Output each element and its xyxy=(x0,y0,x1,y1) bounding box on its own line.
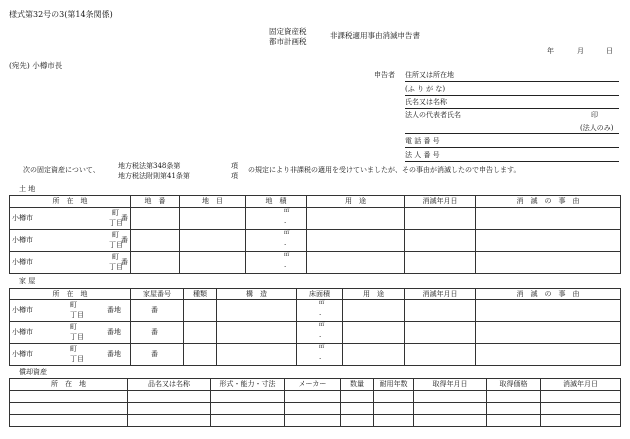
land-category-cell[interactable] xyxy=(180,230,246,252)
table-row[interactable] xyxy=(10,415,621,427)
house-table xyxy=(9,288,621,366)
dep-cell[interactable] xyxy=(414,415,487,427)
phone-label: 電 話 番 号 xyxy=(405,137,440,145)
dep-cell[interactable] xyxy=(285,403,341,415)
town-text: 町 xyxy=(112,253,119,261)
land-table xyxy=(9,195,621,274)
decimal-dot: . xyxy=(319,309,322,317)
city-text: 小樽市 xyxy=(12,258,33,266)
house-number-cell[interactable] xyxy=(131,322,184,344)
sqm-unit: ㎡ xyxy=(319,344,325,350)
dep-cell[interactable] xyxy=(487,403,541,415)
land-area-cell[interactable] xyxy=(246,230,307,252)
house-header-row xyxy=(10,289,621,300)
address-label: 住所又は所在地 xyxy=(405,71,454,79)
dep-cell[interactable] xyxy=(341,391,374,403)
dep-cell[interactable] xyxy=(541,391,621,403)
house-col-number: 家屋番号 xyxy=(131,289,184,300)
dep-cell[interactable] xyxy=(285,415,341,427)
land-col-lot: 地 番 xyxy=(131,196,180,208)
town-text: 町 xyxy=(70,345,77,353)
dep-cell[interactable] xyxy=(374,403,414,415)
house-type-cell[interactable] xyxy=(184,322,217,344)
house-date-cell[interactable] xyxy=(405,322,476,344)
land-use-cell[interactable] xyxy=(307,252,405,274)
decimal-dot: . xyxy=(319,353,322,361)
form-number: 様式第32号の3(第14条関係) xyxy=(9,10,113,19)
house-reason-cell[interactable] xyxy=(476,300,621,322)
dep-col-acq-date: 取得年月日 xyxy=(414,379,487,391)
corp-only-note: (法人のみ) xyxy=(580,124,614,132)
house-floor-area-cell[interactable] xyxy=(297,300,343,322)
dep-cell[interactable] xyxy=(487,391,541,403)
statement-prefix: 次の固定資産について、 xyxy=(23,166,100,174)
land-lot-cell[interactable] xyxy=(121,252,180,274)
house-col-location: 所 在 地 xyxy=(10,289,131,300)
dep-cell[interactable] xyxy=(211,391,285,403)
law-item-2: 項 xyxy=(231,172,238,180)
dep-cell[interactable] xyxy=(487,415,541,427)
table-row[interactable] xyxy=(10,391,621,403)
town-text: 町 xyxy=(70,323,77,331)
date-year: 年 xyxy=(547,47,554,55)
sqm-unit: ㎡ xyxy=(284,208,290,214)
dep-col-maker: メーカー xyxy=(285,379,341,391)
law-item-1: 項 xyxy=(231,162,238,170)
dep-cell[interactable] xyxy=(128,415,211,427)
house-location-cell[interactable] xyxy=(10,344,131,366)
house-structure-cell[interactable] xyxy=(217,344,297,366)
dep-cell[interactable] xyxy=(10,403,128,415)
representative-label: 法人の代表者氏名 xyxy=(405,111,461,119)
date-month: 月 xyxy=(577,47,584,55)
addressee: (宛先) 小樽市長 xyxy=(9,61,63,70)
house-type-cell[interactable] xyxy=(184,300,217,322)
ban-text: 番 xyxy=(151,306,158,314)
ban-text: 番 xyxy=(151,350,158,358)
table-row[interactable] xyxy=(10,322,621,344)
house-col-reason: 消 滅 の 事 由 xyxy=(476,289,621,300)
house-floor-area-cell[interactable] xyxy=(297,344,343,366)
land-section-title: 土 地 xyxy=(19,185,36,193)
house-number-cell[interactable] xyxy=(131,344,184,366)
house-use-cell[interactable] xyxy=(343,344,405,366)
land-header-row xyxy=(10,196,621,208)
land-category-cell[interactable] xyxy=(180,252,246,274)
banchi-text: 番地 xyxy=(107,328,121,336)
dep-cell[interactable] xyxy=(10,415,128,427)
town-text: 町 xyxy=(70,301,77,309)
dep-col-spec: 形式・能力・寸法 xyxy=(211,379,285,391)
land-location-cell[interactable] xyxy=(10,252,131,274)
dep-cell[interactable] xyxy=(374,391,414,403)
ban-text: 番 xyxy=(151,328,158,336)
house-use-cell[interactable] xyxy=(343,300,405,322)
tax-type-line2: 都市計画税 xyxy=(269,37,307,46)
dep-cell[interactable] xyxy=(128,403,211,415)
land-reason-cell[interactable] xyxy=(476,230,621,252)
dep-col-item-name: 品名又は名称 xyxy=(128,379,211,391)
banchi-text: 番地 xyxy=(107,306,121,314)
law-ref-1: 地方税法第348条第 xyxy=(118,162,181,170)
chome-text: 丁目 xyxy=(70,355,84,363)
chome-text: 丁目 xyxy=(109,263,123,271)
house-col-use: 用 途 xyxy=(343,289,405,300)
dep-cell[interactable] xyxy=(374,415,414,427)
dep-cell[interactable] xyxy=(414,403,487,415)
decimal-dot: . xyxy=(284,239,287,247)
house-number-cell[interactable] xyxy=(131,300,184,322)
land-use-cell[interactable] xyxy=(307,230,405,252)
dep-col-acq-price: 取得価格 xyxy=(487,379,541,391)
land-col-area: 地 積 xyxy=(246,196,307,208)
house-location-cell[interactable] xyxy=(10,322,131,344)
table-row[interactable] xyxy=(10,208,621,230)
name-label: 氏名又は名称 xyxy=(405,98,447,106)
ban-text: 番 xyxy=(121,214,128,222)
land-date-cell[interactable] xyxy=(405,252,476,274)
house-reason-cell[interactable] xyxy=(476,322,621,344)
city-text: 小樽市 xyxy=(12,306,33,314)
house-location-cell[interactable] xyxy=(10,300,131,322)
furigana-field[interactable] xyxy=(405,86,619,96)
land-location-cell[interactable] xyxy=(10,208,131,230)
city-text: 小樽市 xyxy=(12,328,33,336)
chome-text: 丁目 xyxy=(70,311,84,319)
dep-cell[interactable] xyxy=(541,403,621,415)
dep-cell[interactable] xyxy=(341,415,374,427)
dep-cell[interactable] xyxy=(341,403,374,415)
land-reason-cell[interactable] xyxy=(476,252,621,274)
dep-col-useful-life: 耐用年数 xyxy=(374,379,414,391)
statement-suffix: の規定により非課税の適用を受けていましたが、その事由が消滅したので申告します。 xyxy=(248,166,521,174)
ban-text: 番 xyxy=(121,236,128,244)
dep-cell[interactable] xyxy=(414,391,487,403)
house-date-cell[interactable] xyxy=(405,300,476,322)
sqm-unit: ㎡ xyxy=(319,300,325,306)
dep-cell[interactable] xyxy=(285,391,341,403)
dep-cell[interactable] xyxy=(10,391,128,403)
depreciable-header-row xyxy=(10,379,621,391)
house-col-floor-area: 床面積 xyxy=(297,289,343,300)
corp-number-field[interactable] xyxy=(405,152,619,162)
house-structure-cell[interactable] xyxy=(217,322,297,344)
house-floor-area-cell[interactable] xyxy=(297,322,343,344)
land-category-cell[interactable] xyxy=(180,208,246,230)
name-field[interactable] xyxy=(405,99,619,109)
house-col-date: 消滅年月日 xyxy=(405,289,476,300)
house-type-cell[interactable] xyxy=(184,344,217,366)
house-date-cell[interactable] xyxy=(405,344,476,366)
house-structure-cell[interactable] xyxy=(217,300,297,322)
land-reason-cell[interactable] xyxy=(476,208,621,230)
land-location-cell[interactable] xyxy=(10,230,131,252)
decimal-dot: . xyxy=(319,331,322,339)
sqm-unit: ㎡ xyxy=(319,322,325,328)
land-date-cell[interactable] xyxy=(405,230,476,252)
city-text: 小樽市 xyxy=(12,350,33,358)
land-date-cell[interactable] xyxy=(405,208,476,230)
table-row[interactable] xyxy=(10,344,621,366)
table-row[interactable] xyxy=(10,252,621,274)
city-text: 小樽市 xyxy=(12,236,33,244)
dep-cell[interactable] xyxy=(541,415,621,427)
doc-title: 非課税適用事由消滅申告書 xyxy=(330,31,420,40)
date-day: 日 xyxy=(606,47,613,55)
house-reason-cell[interactable] xyxy=(476,344,621,366)
address-field[interactable] xyxy=(405,72,619,82)
decimal-dot: . xyxy=(284,217,287,225)
law-ref-2: 地方税法附則第41条第 xyxy=(118,172,190,180)
dep-col-location: 所 在 地 xyxy=(10,379,128,391)
land-use-cell[interactable] xyxy=(307,208,405,230)
land-col-location: 所 在 地 xyxy=(10,196,131,208)
chome-text: 丁目 xyxy=(109,241,123,249)
dep-cell[interactable] xyxy=(128,391,211,403)
banchi-text: 番地 xyxy=(107,350,121,358)
sqm-unit: ㎡ xyxy=(284,252,290,258)
tax-type-line1: 固定資産税 xyxy=(269,27,307,36)
land-col-category: 地 目 xyxy=(180,196,246,208)
decimal-dot: . xyxy=(284,261,287,269)
land-col-use: 用 途 xyxy=(307,196,405,208)
chome-text: 丁目 xyxy=(70,333,84,341)
city-text: 小樽市 xyxy=(12,214,33,222)
land-lot-cell[interactable] xyxy=(121,208,180,230)
town-text: 町 xyxy=(112,209,119,217)
land-lot-cell[interactable] xyxy=(121,230,180,252)
house-section-title: 家 屋 xyxy=(19,277,36,285)
seal-mark: 印 xyxy=(591,111,598,119)
chome-text: 丁目 xyxy=(109,219,123,227)
dep-col-quantity: 数量 xyxy=(341,379,374,391)
table-row[interactable] xyxy=(10,230,621,252)
dep-col-expiry-date: 消滅年月日 xyxy=(541,379,621,391)
ban-text: 番 xyxy=(121,258,128,266)
land-area-cell[interactable] xyxy=(246,252,307,274)
land-col-reason: 消 滅 の 事 由 xyxy=(476,196,621,208)
applicant-label: 申告者 xyxy=(374,71,395,79)
table-row[interactable] xyxy=(10,403,621,415)
house-use-cell[interactable] xyxy=(343,322,405,344)
land-col-date: 消滅年月日 xyxy=(405,196,476,208)
table-row[interactable] xyxy=(10,300,621,322)
dep-cell[interactable] xyxy=(211,415,285,427)
house-col-type: 種類 xyxy=(184,289,217,300)
house-col-structure: 構 造 xyxy=(217,289,297,300)
sqm-unit: ㎡ xyxy=(284,230,290,236)
depreciable-section-title: 償却資産 xyxy=(19,368,47,376)
phone-field[interactable] xyxy=(405,138,619,148)
furigana-label: (ふ り が な) xyxy=(405,85,446,93)
town-text: 町 xyxy=(112,231,119,239)
dep-cell[interactable] xyxy=(211,403,285,415)
corp-number-label: 法 人 番 号 xyxy=(405,151,440,159)
land-area-cell[interactable] xyxy=(246,208,307,230)
depreciable-table xyxy=(9,378,621,427)
